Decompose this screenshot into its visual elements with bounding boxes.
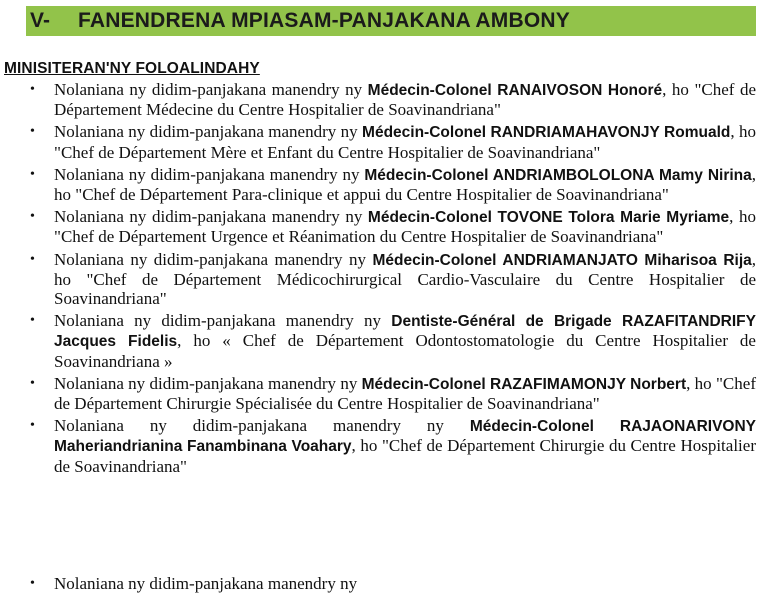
section-number: V- [30, 9, 51, 32]
item-text: Nolaniana ny didim-panjakana manendry ny [54, 416, 470, 436]
bullet-icon: • [30, 82, 35, 97]
bullet-icon: • [30, 209, 35, 225]
bullet-icon: • [30, 124, 35, 140]
list-item [0, 80, 768, 119]
bullet-icon: • [30, 166, 35, 182]
item-role: , ho "Chef de Département Urgence et Réanimation du Centre Hospitalier de Soavinandriana" [54, 207, 756, 247]
list-item [0, 122, 768, 161]
list-item [0, 311, 768, 371]
item-text: Nolaniana ny didim-panjakana manendry ny [54, 80, 368, 99]
item-role: , ho "Chef de Département Para-clinique et appui du Centre Hospitalier de Soavinandriana" [54, 164, 756, 205]
list-item [0, 207, 768, 246]
item-text: Nolaniana ny didim-panjakana manendry ny [54, 311, 392, 331]
item-text: Nolaniana ny didim-panjakana manendry ny [54, 249, 373, 269]
section-title: FANENDRENA MPIASAM-PANJAKANA AMBONY [78, 9, 570, 32]
item-text: Nolaniana ny didim-panjakana manendry ny [54, 207, 368, 227]
appointee-name: Médecin-Colonel ANDRIAMBOLOLONA Mamy Nirina [364, 166, 752, 184]
appointee-name: Médecin-Colonel TOVONE Tolora Marie Myriame [367, 209, 730, 227]
list-item [0, 374, 768, 413]
item-role: , ho « Chef de Département Odontostomatologie du Centre Hospitalier de Soavinandriana » [54, 331, 756, 371]
item-role: , ho "Chef de Département Médecine du Centre Hospitalier de Soavinandriana" [54, 80, 756, 120]
appointee-name: Dentiste-Général de Brigade RAZAFITANDRIFY Jacques Fidelis [54, 313, 756, 351]
appointee-name: Médecin-Colonel RAJAONARIVONY Maheriandrianina Fanambinana Voahary [54, 418, 756, 456]
bullet-icon: • [30, 251, 35, 267]
section-header [26, 6, 756, 36]
item-role: , ho "Chef de Département Mère et Enfant du Centre Hospitalier de Soavinandriana" [54, 122, 756, 162]
bullet-icon: • [30, 418, 35, 434]
bullet-icon: • [30, 313, 35, 329]
bullet-icon: • [30, 576, 35, 591]
item-role: , ho "Chef de Département Chirurgie Spécialisée du Centre Hospitalier de Soavinandriana" [54, 373, 756, 414]
item-text: Nolaniana ny didim-panjakana manendry ny [54, 164, 365, 184]
appointee-name: Médecin-Colonel ANDRIAMANJATO Miharisoa Rija [372, 251, 752, 269]
item-role: , ho "Chef de Département Chirurgie du Centre Hospitalier de Soavinandriana" [54, 436, 756, 476]
appointee-name: Médecin-Colonel RANAIVOSON Honoré [367, 82, 663, 99]
list-item [0, 165, 768, 204]
list-item [0, 416, 768, 476]
item-role: , ho "Chef de Département Médicochirurgical Cardio-Vasculaire du Centre Hospitalier de Soavinandriana" [54, 249, 756, 309]
list-item [0, 250, 768, 309]
item-text: Nolaniana ny didim-panjakana manendry ny [54, 373, 362, 393]
item-text: Nolaniana ny didim-panjakana manendry ny [54, 122, 363, 142]
partial-list-item [0, 574, 768, 593]
bullet-icon: • [30, 375, 35, 391]
appointment-list [0, 80, 768, 479]
cut-off-line [0, 574, 768, 593]
partial-item-text: Nolaniana ny didim-panjakana manendry ny [54, 574, 358, 593]
appointee-name: Médecin-Colonel RAZAFIMAMONJY Norbert [361, 375, 687, 393]
appointee-name: Médecin-Colonel RANDRIAMAHAVONJY Romuald [362, 124, 731, 142]
ministry-heading: MINISITERAN'NY FOLOALINDAHY [4, 60, 260, 77]
